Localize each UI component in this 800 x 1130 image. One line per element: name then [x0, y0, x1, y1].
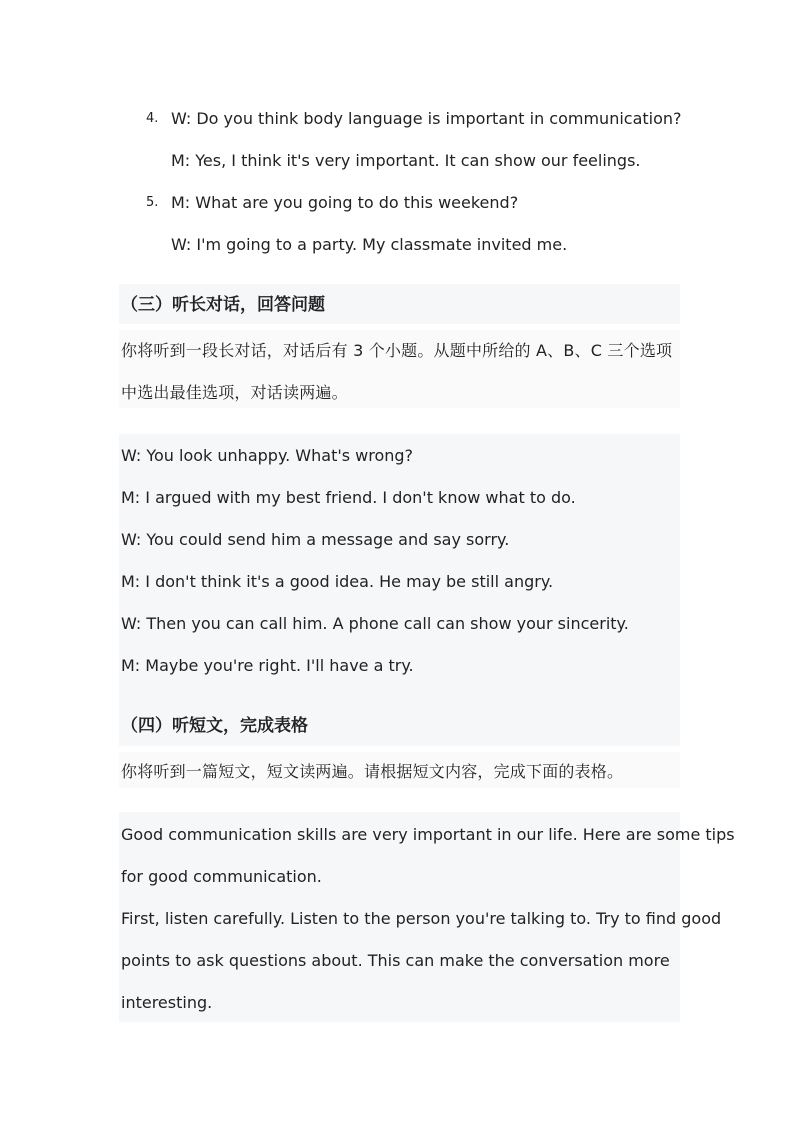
dialogue-line: W: Then you can call him. A phone call can show your sincerity. [121, 614, 629, 633]
section-heading: （四）听短文，完成表格 [121, 716, 308, 736]
passage-line: points to ask questions about. This can make the conversation more [121, 951, 670, 970]
dialogue-line: W: Do you think body language is important in communication? [171, 109, 682, 128]
dialogue-line: W: You could send him a message and say sorry. [121, 530, 510, 549]
section-heading: （三）听长对话，回答问题 [121, 295, 325, 315]
dialogue-line: M: What are you going to do this weekend? [171, 193, 519, 212]
dialogue-line: M: Maybe you're right. I'll have a try. [121, 656, 414, 675]
item-number: 5. [146, 195, 159, 210]
passage-line: First, listen carefully. Listen to the person you're talking to. Try to find good [121, 909, 722, 928]
dialogue-line: W: I'm going to a party. My classmate invited me. [171, 235, 568, 254]
item-number: 4. [146, 111, 159, 126]
dialogue-line: M: I argued with my best friend. I don't know what to do. [121, 488, 576, 507]
instruction-text: 中选出最佳选项，对话读两遍。 [121, 383, 348, 402]
passage-line: Good communication skills are very important in our life. Here are some tips [121, 825, 735, 844]
dialogue-line: M: Yes, I think it's very important. It can show our feelings. [171, 151, 641, 170]
dialogue-line: M: I don't think it's a good idea. He may be still angry. [121, 572, 554, 591]
instruction-text: 你将听到一段长对话，对话后有 3 个小题。从题中所给的 A、B、C 三个选项 [121, 341, 673, 360]
dialogue-line: W: You look unhappy. What's wrong? [121, 446, 414, 465]
passage-line: for good communication. [121, 867, 322, 886]
instruction-text: 你将听到一篇短文，短文读两遍。请根据短文内容，完成下面的表格。 [121, 762, 624, 781]
passage-line: interesting. [121, 993, 213, 1012]
